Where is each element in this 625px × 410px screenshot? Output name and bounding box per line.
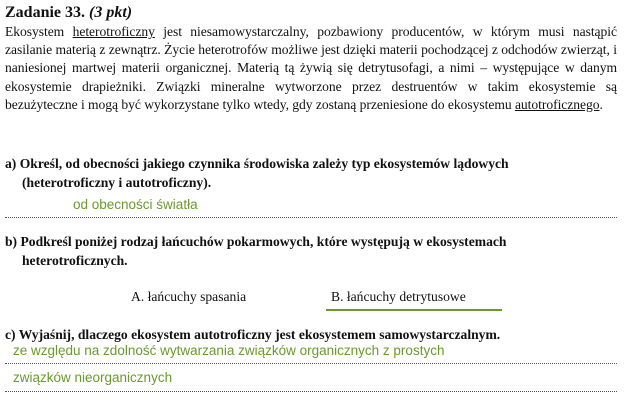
answer-a-dotted-line bbox=[5, 217, 617, 218]
intro-term-heterotroficzny: heterotroficzny bbox=[72, 24, 155, 39]
question-b bbox=[5, 233, 506, 270]
answer-c-line2: związków nieorganicznych bbox=[13, 370, 173, 385]
question-b-line2: heterotroficznych. bbox=[22, 252, 128, 268]
answer-c-dotted-line-2 bbox=[5, 391, 617, 392]
question-a bbox=[5, 155, 509, 192]
intro-term-autotroficznego: autotroficznego bbox=[514, 96, 600, 112]
question-b-line1: b) Podkreśl poniżej rodzaj łańcuchów pokarmowych, które występują w ekosystemach bbox=[5, 234, 507, 249]
option-b-underline-mark bbox=[326, 309, 502, 311]
task-intro-paragraph bbox=[5, 23, 617, 114]
option-a[interactable]: A. łańcuchy spasania bbox=[131, 289, 247, 304]
intro-text-1: Ekosystem bbox=[5, 24, 73, 39]
answer-c-dotted-line-1 bbox=[5, 363, 617, 364]
task-points: (3 pkt) bbox=[89, 4, 133, 21]
question-a-line2: (heterotroficzny i autotroficzny). bbox=[22, 174, 212, 190]
intro-text-2: jest niesamowystarczalny, pozbawiony producentów, w którym musi nastąpić zasilanie materią z zewnątrz. Życie heterotrofów możliwe jest dzięki materii pochodzącej z odchodów zwierząt, i naniesionej martwej materii organicznej. Materią tą żywią się detrytusofagi, a nimi – występujące w danym ekosystemie drapieżniki. Związki mineralne wytworzone przez destruentów w takim ekosystemie są bezużyteczne i mogą być wykorzystane tylko wtedy, gdy zostaną przeniesione do ekosystemu bbox=[5, 24, 618, 112]
task-title: Zadanie 33. bbox=[5, 4, 86, 21]
answer-a: od obecności światła bbox=[73, 197, 198, 212]
option-b[interactable]: B. łańcuchy detrytusowe bbox=[331, 289, 466, 304]
task-header bbox=[5, 3, 132, 23]
answer-c-line1: ze względu na zdolność wytwarzania związków organicznych z prostych bbox=[13, 343, 445, 358]
question-a-line1: a) Określ, od obecności jakiego czynnika środowiska zależy typ ekosystemów lądowych bbox=[5, 156, 509, 171]
question-c-line1: c) Wyjaśnij, dlaczego ekosystem autotroficzny jest ekosystemem samowystarczalnym. bbox=[5, 327, 501, 342]
intro-text-3: . bbox=[599, 96, 603, 112]
question-c bbox=[5, 326, 500, 345]
